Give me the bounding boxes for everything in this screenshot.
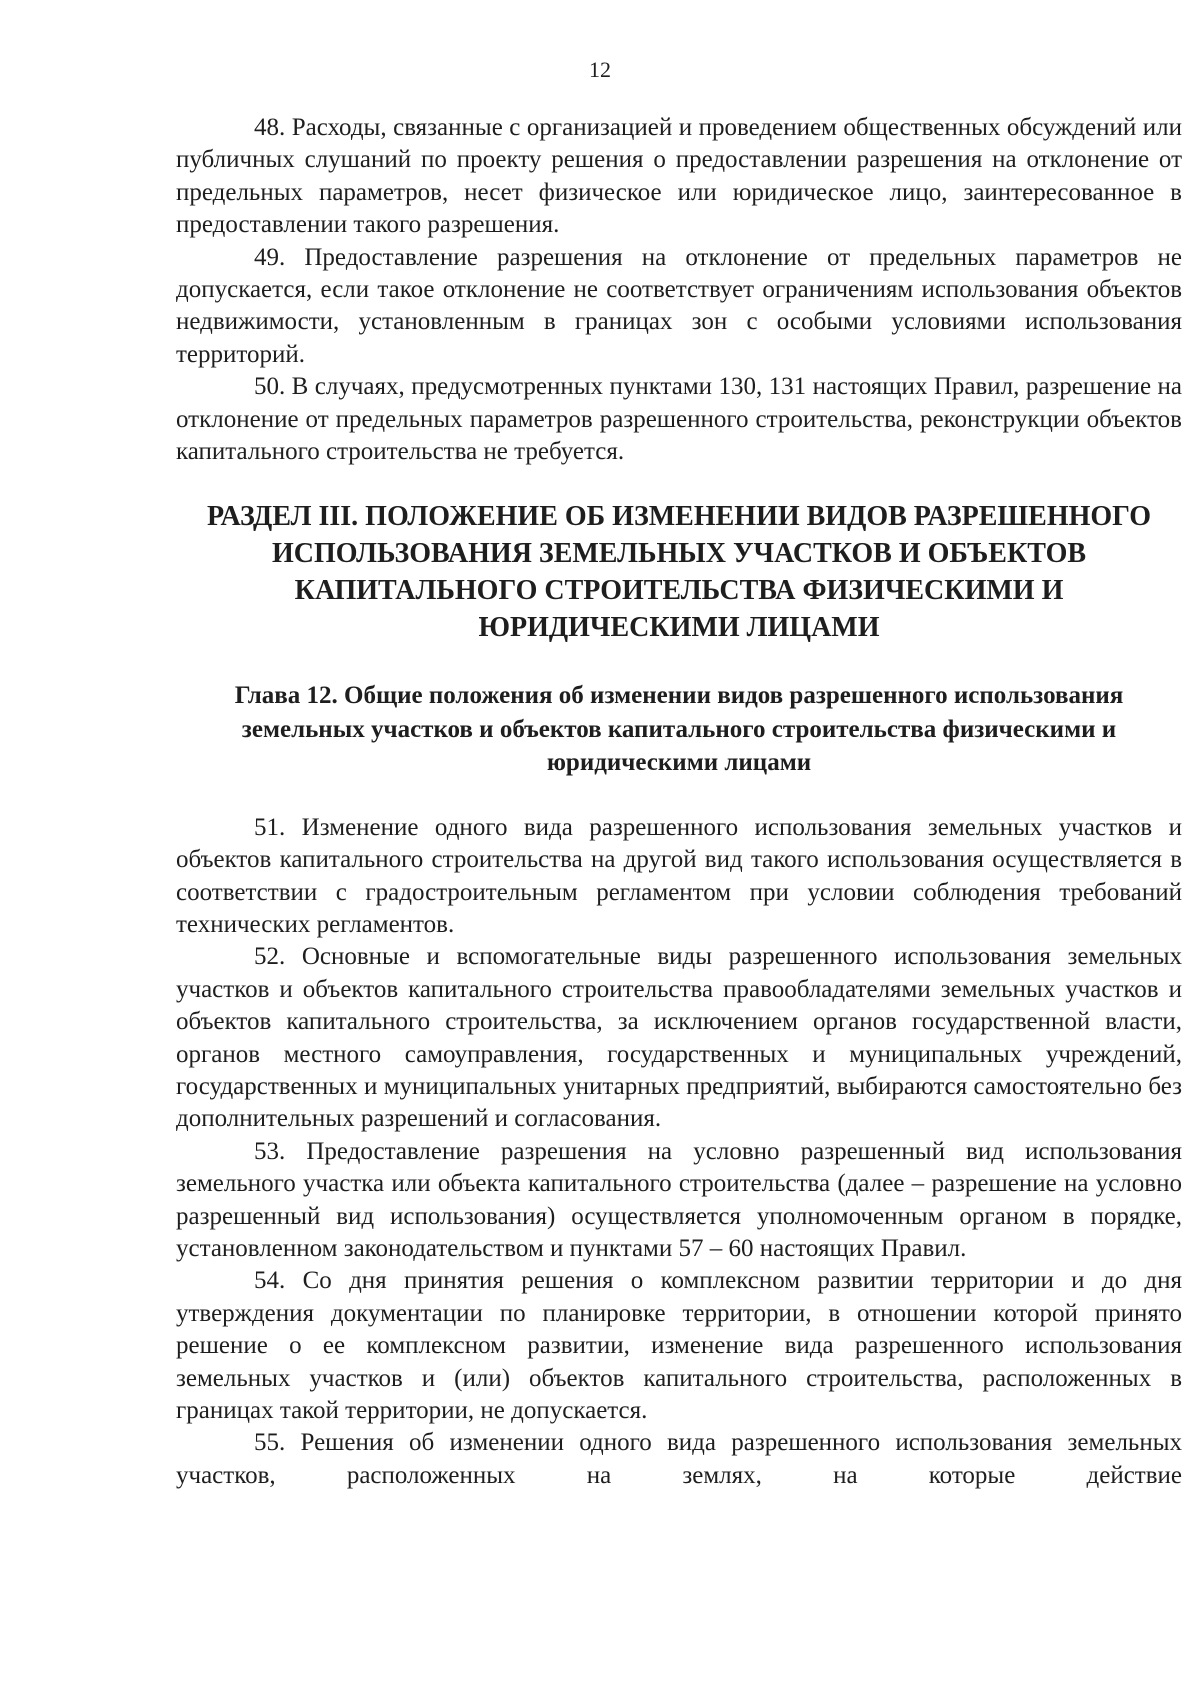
document-body (176, 112, 1182, 1492)
paragraph-48: 48. Расходы, связанные с организацией и проведением общественных обсуждений или публичных слушаний по проекту решения о предоставлении разрешения на отклонение от предельных параметров, несет физическое или юридическое лицо, заинтересованное в предоставлении такого разрешения. (176, 114, 1182, 239)
paragraph-54: 54. Со дня принятия решения о комплексном развитии территории и до дня утверждения документации по планировке территории, в отношении которой принято решение о ее комплексном развитии, изменение вида разрешенного использования земельных участков и (или) объектов капитального строительства, расположенных в границах такой территории, не допускается. (176, 1267, 1182, 1424)
paragraph-50: 50. В случаях, предусмотренных пунктами 130, 131 настоящих Правил, разрешение на отклонение от предельных параметров разрешенного строительства, реконструкции объектов капитального строительства не требуется. (176, 373, 1182, 466)
spacer (176, 780, 1182, 812)
paragraph-51: 51. Изменение одного вида разрешенного использования земельных участков и объектов капитального строительства на другой вид такого использования осуществляется в соответствии с градостроительным регламентом при условии соблюдения требований технических регламентов. (176, 813, 1182, 938)
chapter-title: Глава 12. Общие положения об изменении видов разрешенного использования земельных участков и объектов капитального строительства физическими и юридическими лицами (234, 682, 1124, 777)
paragraph-55: 55. Решения об изменении одного вида разрешенного использования земельных участков, расположенных на землях, на которые действие (176, 1429, 1182, 1489)
section-title: РАЗДЕЛ III. ПОЛОЖЕНИЕ ОБ ИЗМЕНЕНИИ ВИДОВ РАЗРЕШЕННОГО ИСПОЛЬЗОВАНИЯ ЗЕМЕЛЬНЫХ УЧАСТКОВ И ОБЪЕКТОВ КАПИТАЛЬНОГО СТРОИТЕЛЬСТВА ФИЗИЧЕСКИМИ И ЮРИДИЧЕСКИМИ ЛИЦАМИ (206, 501, 1152, 644)
page-number: 12 (589, 57, 611, 82)
paragraph-49: 49. Предоставление разрешения на отклонение от предельных параметров не допускается, если такое отклонение не соответствует ограничениям использования объектов недвижимости, установленным в границах зон с особыми условиями использования территорий. (176, 243, 1182, 368)
paragraph-52: 52. Основные и вспомогательные виды разрешенного использования земельных участков и объектов капитального строительства правообладателями земельных участков и объектов капитального строительства, за исключением органов государственной власти, органов местного самоуправления, государственных и муниципальных учреждений, государственных и муниципальных унитарных предприятий, выбираются самостоятельно без дополнительных разрешений и согласования. (176, 943, 1182, 1133)
paragraph-53: 53. Предоставление разрешения на условно разрешенный вид использования земельного участка или объекта капитального строительства (далее – разрешение на условно разрешенный вид использования) осуществляется уполномоченным органом в порядке, установленном законодательством и пунктами 57 – 60 настоящих Правил. (176, 1137, 1182, 1262)
